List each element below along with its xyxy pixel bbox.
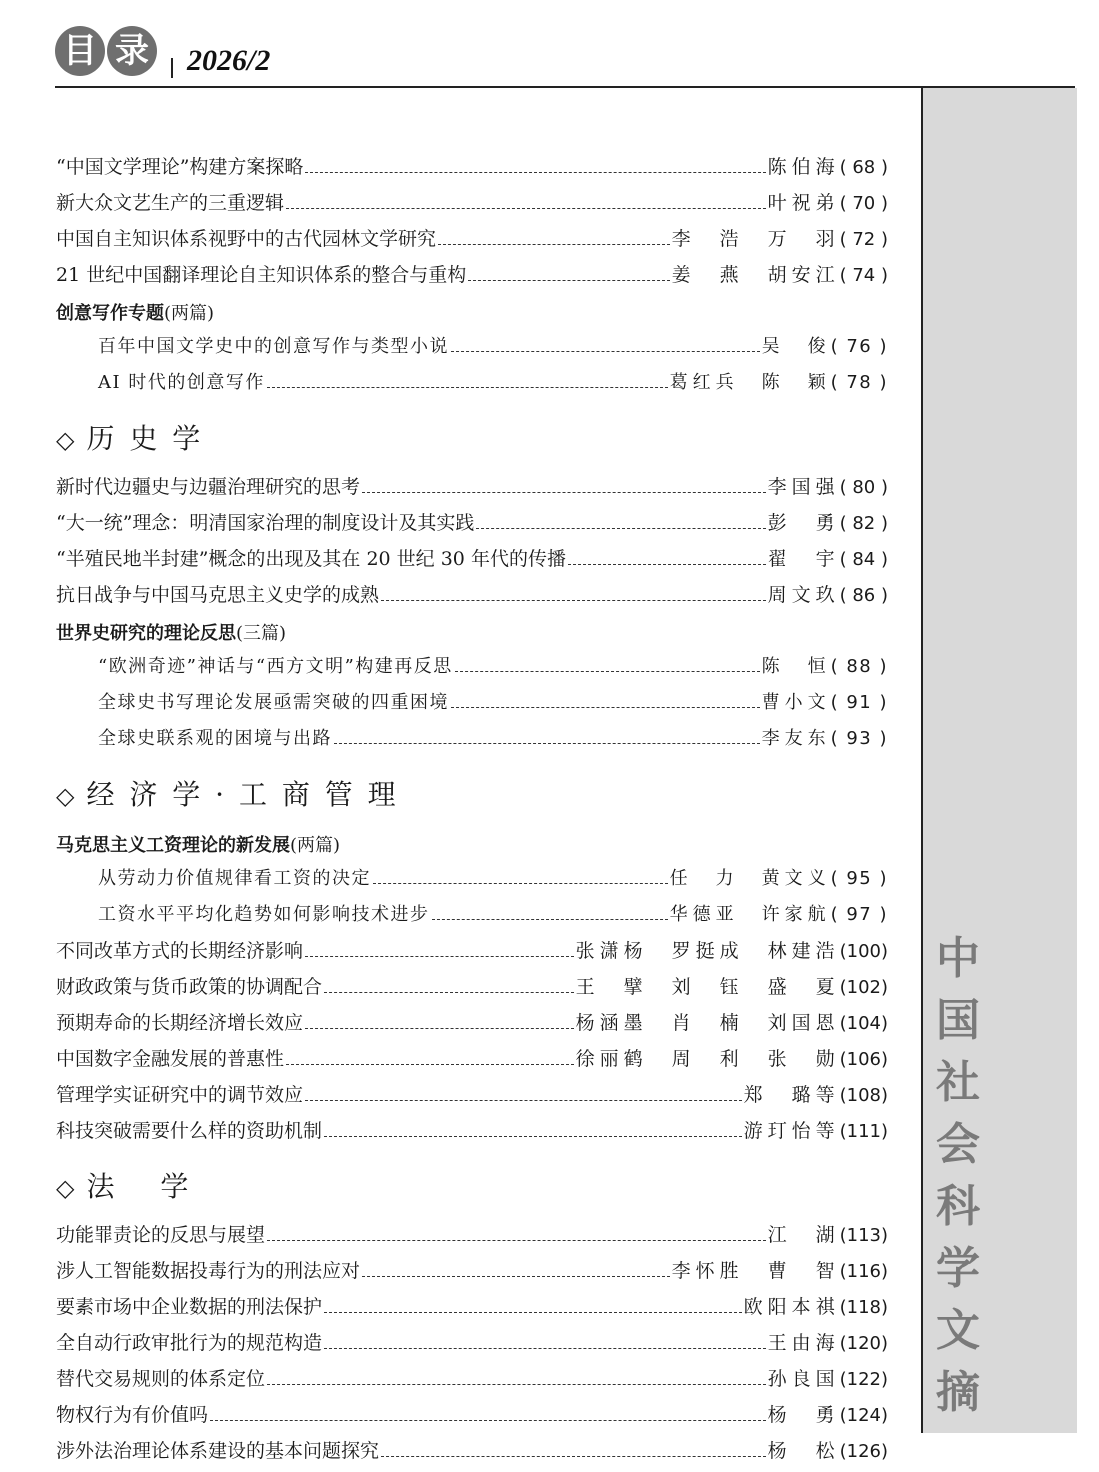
entry-authors: 葛红兵 陈 颖 bbox=[669, 372, 831, 393]
entry-title: 全球史联系观的困境与出路 bbox=[98, 728, 332, 749]
entry-authors: 江 湖 bbox=[767, 1224, 840, 1246]
entry-title: 涉人工智能数据投毒行为的刑法应对 bbox=[56, 1260, 361, 1282]
leader-dots bbox=[438, 244, 670, 245]
entry-title: 全自动行政审批行为的规范构造 bbox=[56, 1332, 323, 1354]
entry-page: (100) bbox=[839, 941, 888, 962]
entry-title: 预期寿命的长期经济增长效应 bbox=[56, 1012, 304, 1034]
section-heading-law: ◇ 法 学 bbox=[56, 1170, 192, 1203]
entry-page: ( 68 ) bbox=[839, 157, 888, 178]
entry-page: (113) bbox=[839, 1225, 888, 1246]
entry-page: (118) bbox=[839, 1297, 888, 1318]
leader-dots bbox=[324, 1312, 742, 1313]
entry-authors: 郑 璐等 bbox=[743, 1084, 840, 1106]
leader-dots bbox=[362, 1276, 670, 1277]
toc-entry bbox=[56, 224, 888, 260]
entry-authors: 李国强 bbox=[767, 476, 840, 498]
entry-title: “欧洲奇迹”神话与“西方文明”构建再反思 bbox=[98, 656, 453, 677]
entry-authors: 李 浩 万 羽 bbox=[671, 228, 840, 250]
group-note: (三篇) bbox=[236, 623, 287, 644]
toc-entry bbox=[56, 1220, 888, 1256]
entry-page: (124) bbox=[839, 1405, 888, 1426]
leader-dots bbox=[286, 1064, 574, 1065]
leader-dots bbox=[305, 172, 765, 173]
toc-entry bbox=[56, 472, 888, 508]
section-heading-history: ◇ 历 史 学 bbox=[56, 422, 204, 455]
toc-entry bbox=[56, 152, 888, 188]
entry-authors: 翟 宇 bbox=[767, 548, 840, 570]
entry-title: 中国数字金融发展的普惠性 bbox=[56, 1048, 285, 1070]
entry-authors: 姜 燕 胡安江 bbox=[671, 264, 840, 286]
entry-page: ( 84 ) bbox=[839, 549, 888, 570]
group-note: (两篇) bbox=[290, 835, 341, 856]
toc-entry bbox=[56, 1328, 888, 1364]
leader-dots bbox=[451, 351, 760, 352]
entry-authors: 王 擘 刘 钰 盛 夏 bbox=[575, 976, 840, 998]
leader-dots bbox=[305, 956, 574, 957]
entry-authors: 曹小文 bbox=[761, 692, 831, 713]
entry-authors: 王由海 bbox=[767, 1332, 840, 1354]
toc-entry bbox=[56, 900, 888, 936]
entry-page: (102) bbox=[839, 977, 888, 998]
leader-dots bbox=[455, 671, 760, 672]
badge-mu: 目 bbox=[55, 26, 105, 76]
toc-entry bbox=[56, 1292, 888, 1328]
entry-authors: 杨 松 bbox=[767, 1440, 840, 1462]
entry-title: 从劳动力价值规律看工资的决定 bbox=[98, 868, 371, 889]
entry-title: 替代交易规则的体系定位 bbox=[56, 1368, 266, 1390]
group-heading bbox=[56, 828, 888, 864]
leader-dots bbox=[568, 564, 766, 565]
entry-title: 全球史书写理论发展亟需突破的四重困境 bbox=[98, 692, 449, 713]
entry-title: AI 时代的创意写作 bbox=[98, 372, 265, 393]
entry-title: “大一统”理念：明清国家治理的制度设计及其实践 bbox=[56, 512, 475, 534]
entry-page: ( 95 ) bbox=[830, 868, 888, 889]
group-name: 马克思主义工资理论的新发展 bbox=[56, 835, 290, 856]
entry-title: 要素市场中企业数据的刑法保护 bbox=[56, 1296, 323, 1318]
entry-page: ( 76 ) bbox=[830, 336, 888, 357]
entry-authors: 陈 恒 bbox=[761, 656, 831, 677]
group-heading bbox=[56, 296, 888, 332]
entry-page: ( 70 ) bbox=[839, 193, 888, 214]
separator bbox=[171, 58, 173, 78]
entry-authors: 孙良国 bbox=[767, 1368, 840, 1390]
toc-entry bbox=[56, 936, 888, 972]
entry-title: 科技突破需要什么样的资助机制 bbox=[56, 1120, 323, 1142]
entry-title: 中国自主知识体系视野中的古代园林文学研究 bbox=[56, 228, 437, 250]
toc-entry bbox=[56, 1256, 888, 1292]
entry-page: ( 86 ) bbox=[839, 585, 888, 606]
table-of-contents bbox=[56, 152, 888, 1472]
entry-page: (111) bbox=[839, 1121, 888, 1142]
leader-dots bbox=[305, 1100, 742, 1101]
entry-page: (116) bbox=[839, 1261, 888, 1282]
entry-authors: 杨涵墨 肖 楠 刘国恩 bbox=[575, 1012, 840, 1034]
entry-page: ( 91 ) bbox=[830, 692, 888, 713]
entry-authors: 徐丽鹤 周 利 张 勋 bbox=[575, 1048, 840, 1070]
toc-entry bbox=[56, 508, 888, 544]
entry-title: 涉外法治理论体系建设的基本问题探究 bbox=[56, 1440, 380, 1462]
toc-entry bbox=[56, 1116, 888, 1152]
toc-entry bbox=[56, 368, 888, 404]
entry-title: 百年中国文学史中的创意写作与类型小说 bbox=[98, 336, 449, 357]
entry-authors: 彭 勇 bbox=[767, 512, 840, 534]
toc-entry bbox=[56, 724, 888, 760]
toc-entry bbox=[56, 1044, 888, 1080]
leader-dots bbox=[381, 600, 766, 601]
entry-title: 21 世纪中国翻译理论自主知识体系的整合与重构 bbox=[56, 264, 467, 286]
diamond-icon: ◇ bbox=[56, 782, 75, 810]
journal-title: 中国社会科学文摘 bbox=[936, 933, 980, 1418]
badge-lu: 录 bbox=[107, 26, 157, 76]
leader-dots bbox=[267, 387, 668, 388]
leader-dots bbox=[334, 743, 760, 744]
entry-title: “半殖民地半封建”概念的出现及其在 20 世纪 30 年代的传播 bbox=[56, 548, 566, 570]
leader-dots bbox=[267, 1240, 766, 1241]
entry-title: 物权行为有价值吗 bbox=[56, 1404, 209, 1426]
leader-dots bbox=[324, 992, 574, 993]
toc-entry bbox=[56, 652, 888, 688]
toc-entry bbox=[56, 1436, 888, 1472]
toc-entry bbox=[56, 1080, 888, 1116]
entry-authors: 周文玖 bbox=[767, 584, 840, 606]
diamond-icon: ◇ bbox=[56, 1174, 75, 1202]
entry-page: (106) bbox=[839, 1049, 888, 1070]
toc-entry bbox=[56, 332, 888, 368]
entry-title: 功能罪责论的反思与展望 bbox=[56, 1224, 266, 1246]
entry-authors: 游玎怡等 bbox=[743, 1120, 840, 1142]
toc-entry bbox=[56, 544, 888, 580]
entry-authors: 李怀胜 曹 智 bbox=[671, 1260, 840, 1282]
issue-number: 2026/2 bbox=[187, 44, 271, 77]
toc-entry bbox=[56, 1364, 888, 1400]
group-note: (两篇) bbox=[164, 303, 215, 324]
entry-page: (126) bbox=[839, 1441, 888, 1462]
entry-page: ( 74 ) bbox=[839, 265, 888, 286]
entry-title: 抗日战争与中国马克思主义史学的成熟 bbox=[56, 584, 380, 606]
leader-dots bbox=[362, 492, 766, 493]
toc-entry bbox=[56, 580, 888, 616]
entry-title: 财政政策与货币政策的协调配合 bbox=[56, 976, 323, 998]
toc-entry bbox=[56, 688, 888, 724]
group-name: 创意写作专题 bbox=[56, 303, 164, 324]
leader-dots bbox=[451, 707, 760, 708]
entry-title: “中国文学理论”构建方案探略 bbox=[56, 156, 304, 178]
toc-entry bbox=[56, 188, 888, 224]
toc-entry bbox=[56, 1400, 888, 1436]
leader-dots bbox=[476, 528, 765, 529]
toc-entry bbox=[56, 972, 888, 1008]
toc-entry bbox=[56, 864, 888, 900]
leader-dots bbox=[373, 883, 668, 884]
leader-dots bbox=[468, 280, 669, 281]
leader-dots bbox=[324, 1348, 766, 1349]
leader-dots bbox=[324, 1136, 742, 1137]
toc-entry bbox=[56, 260, 888, 296]
entry-authors: 欧阳本祺 bbox=[743, 1296, 840, 1318]
entry-page: ( 80 ) bbox=[839, 477, 888, 498]
entry-page: ( 72 ) bbox=[839, 229, 888, 250]
entry-page: (120) bbox=[839, 1333, 888, 1354]
entry-authors: 叶祝弟 bbox=[767, 192, 840, 214]
entry-page: ( 88 ) bbox=[830, 656, 888, 677]
entry-page: ( 78 ) bbox=[830, 372, 888, 393]
entry-title: 管理学实证研究中的调节效应 bbox=[56, 1084, 304, 1106]
entry-authors: 张潇杨 罗挺成 林建浩 bbox=[575, 940, 840, 962]
group-name: 世界史研究的理论反思 bbox=[56, 623, 236, 644]
group-heading bbox=[56, 616, 888, 652]
header bbox=[55, 22, 1075, 86]
leader-dots bbox=[210, 1420, 766, 1421]
diamond-icon: ◇ bbox=[56, 426, 75, 454]
entry-title: 工资水平平均化趋势如何影响技术进步 bbox=[98, 904, 430, 925]
entry-authors: 李友东 bbox=[761, 728, 831, 749]
entry-page: (108) bbox=[839, 1085, 888, 1106]
leader-dots bbox=[286, 208, 766, 209]
leader-dots bbox=[305, 1028, 574, 1029]
entry-authors: 陈伯海 bbox=[767, 156, 840, 178]
entry-authors: 任 力 黄文义 bbox=[669, 868, 831, 889]
toc-entry bbox=[56, 1008, 888, 1044]
leader-dots bbox=[267, 1384, 766, 1385]
section-heading-economics: ◇ 经 济 学 · 工 商 管 理 bbox=[56, 778, 399, 811]
entry-page: ( 97 ) bbox=[830, 904, 888, 925]
entry-authors: 华德亚 许家航 bbox=[669, 904, 831, 925]
entry-authors: 吴 俊 bbox=[761, 336, 831, 357]
entry-page: (104) bbox=[839, 1013, 888, 1034]
entry-page: ( 82 ) bbox=[839, 513, 888, 534]
entry-authors: 杨 勇 bbox=[767, 1404, 840, 1426]
entry-title: 不同改革方式的长期经济影响 bbox=[56, 940, 304, 962]
entry-page: (122) bbox=[839, 1369, 888, 1390]
entry-title: 新时代边疆史与边疆治理研究的思考 bbox=[56, 476, 361, 498]
leader-dots bbox=[432, 919, 668, 920]
entry-page: ( 93 ) bbox=[830, 728, 888, 749]
entry-title: 新大众文艺生产的三重逻辑 bbox=[56, 192, 285, 214]
